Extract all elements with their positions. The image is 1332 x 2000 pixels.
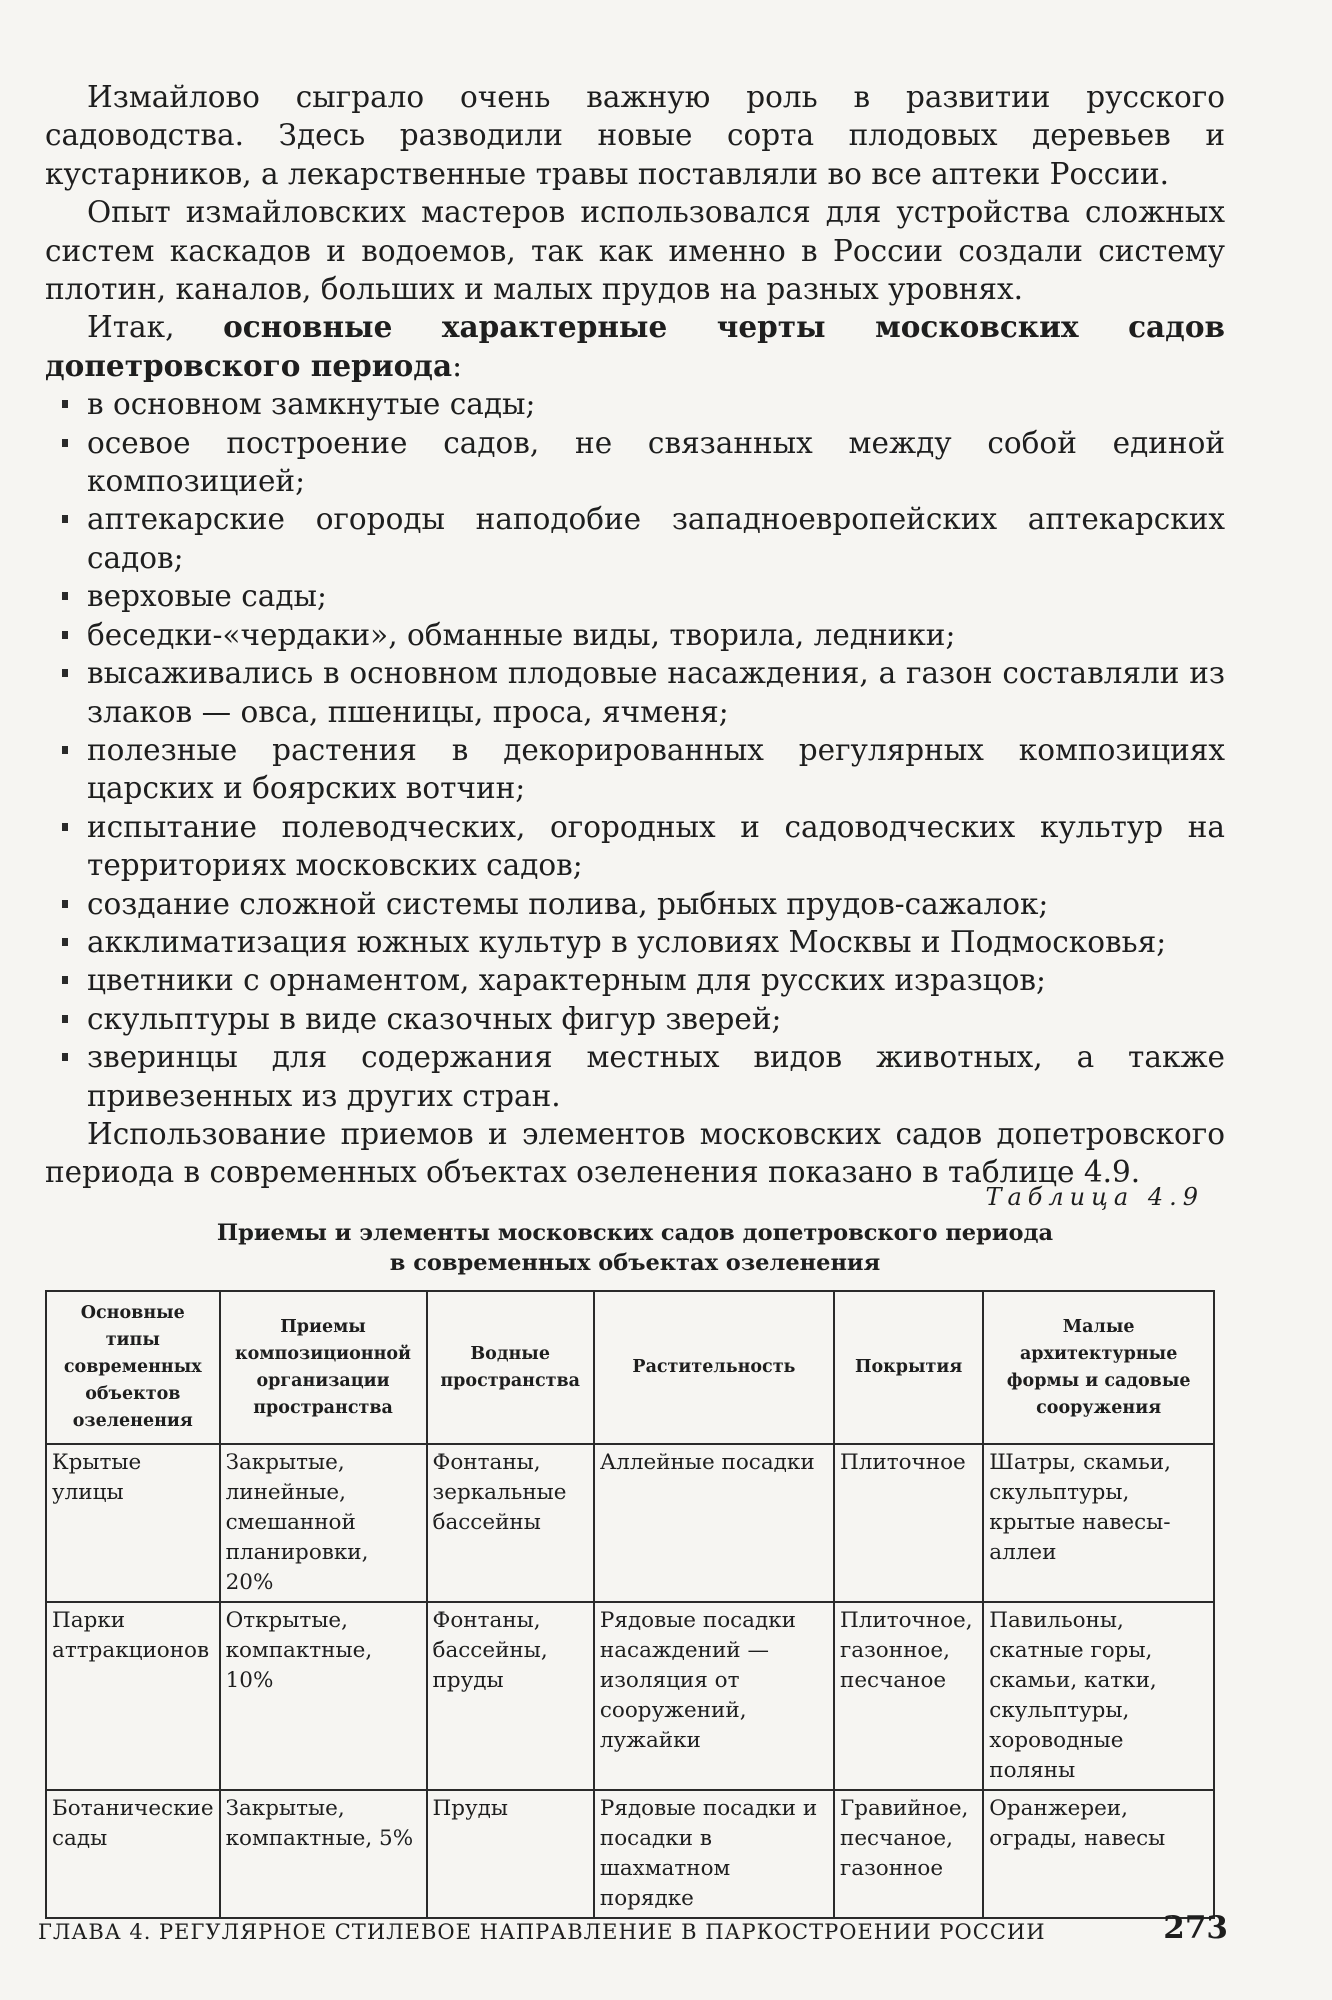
table-cell: Закрытые, компактные, 5% [220,1790,427,1918]
table-row [46,1602,1214,1790]
table-header-row [46,1291,1214,1444]
table-cell: Гравийное, песчаное, газонное [834,1790,983,1918]
table-cell: Рядовые посадки и посадки в шахматном порядке [594,1790,834,1918]
list-item: полезные растения в декорированных регулярных композициях царских и боярских вотчин; [45,731,1225,808]
table-cell: Плиточное, газонное, песчаное [834,1602,983,1790]
table-cell: Ботанические сады [46,1790,220,1918]
list-item: зверинцы для содержания местных видов животных, а также привезенных из других стран. [45,1038,1225,1115]
page-number: 273 [1163,1910,1228,1946]
table-cell: Открытые, компактные, 10% [220,1602,427,1790]
table-cell: Рядовые посадки насаждений — изоляция от сооружений, лужайки [594,1602,834,1790]
column-header: Приемы композиционной организации пространства [220,1291,427,1444]
table-cell: Закрытые, линейные, смешанной планировки, 20% [220,1444,427,1602]
features-list [45,385,1225,1115]
table-row [46,1444,1214,1602]
list-item: цветники с орнаментом, характерным для русских изразцов; [45,961,1225,999]
column-header: Покрытия [834,1291,983,1444]
table-cell: Пруды [427,1790,594,1918]
table-title-line: в современных объектах озеленения [389,1250,881,1276]
table-cell: Фонтаны, бассейны, пруды [427,1602,594,1790]
table-cell: Аллейные посадки [594,1444,834,1602]
column-header: Растительность [594,1291,834,1444]
list-item: высаживались в основном плодовые насаждения, а газон составляли из злаков — овса, пшеницы, проса, ячменя; [45,654,1225,731]
table-title-line: Приемы и элементы московских садов допетровского периода [216,1220,1054,1246]
body-text [45,78,1225,1192]
table-title [45,1218,1225,1278]
paragraph: Измайлово сыграло очень важную роль в развитии русского садоводства. Здесь разводили новые сорта плодовых деревьев и кустарников, а лекарственные травы поставляли во все аптеки России. [45,80,1225,191]
table-cell: Оранжереи, ограды, навесы [983,1790,1214,1918]
data-table [45,1290,1215,1919]
paragraph-table-ref: Использование приемов и элементов московских садов допетровского периода в современных объектах озеленения показано в таблице 4.9. [45,1116,1225,1190]
intro-suffix: : [452,348,463,383]
list-item: аптекарские огороды наподобие западноевропейских аптекарских садов; [45,500,1225,577]
table-cell: Парки аттракционов [46,1602,220,1790]
table-cell: Крытые улицы [46,1444,220,1602]
intro-prefix: Итак, [87,310,224,345]
list-item: испытание полеводческих, огородных и садоводческих культур на территориях московских садов; [45,808,1225,885]
list-item: в основном замкнутые сады; [45,385,1225,423]
table-cell: Плиточное [834,1444,983,1602]
table-cell: Фонтаны, зеркальные бассейны [427,1444,594,1602]
paragraph-features-intro [45,308,1225,385]
list-item: осевое построение садов, не связанных между собой единой композицией; [45,424,1225,501]
chapter-title: ГЛАВА 4. РЕГУЛЯРНОЕ СТИЛЕВОЕ НАПРАВЛЕНИЕ В ПАРКОСТРОЕНИИ РОССИИ [38,1920,1046,1944]
table-row [46,1790,1214,1918]
list-item: беседки-«чердаки», обманные виды, творила, ледники; [45,616,1225,654]
table-cell: Шатры, скамьи, скульптуры, крытые навесы-аллеи [983,1444,1214,1602]
table-label: Таблица 4.9 [985,1183,1204,1211]
column-header: Основные типы современных объектов озеленения [46,1291,220,1444]
intro-bold: основные характерные черты московских садов допетровского периода [45,309,1225,383]
column-header: Водные пространства [427,1291,594,1444]
list-item: скульптуры в виде сказочных фигур зверей; [45,1000,1225,1038]
column-header: Малые архитектурные формы и садовые сооружения [983,1291,1214,1444]
list-item: акклиматизация южных культур в условиях Москвы и Подмосковья; [45,923,1225,961]
list-item: верховые сады; [45,577,1225,615]
list-item: создание сложной системы полива, рыбных прудов-сажалок; [45,885,1225,923]
paragraph: Опыт измайловских мастеров использовался для устройства сложных систем каскадов и водоемов, так как именно в России создали систему плотин, каналов, больших и малых прудов на разных уровнях. [45,195,1225,307]
table-cell: Павильоны, скатные горы, скамьи, катки, скульптуры, хороводные поляны [983,1602,1214,1790]
